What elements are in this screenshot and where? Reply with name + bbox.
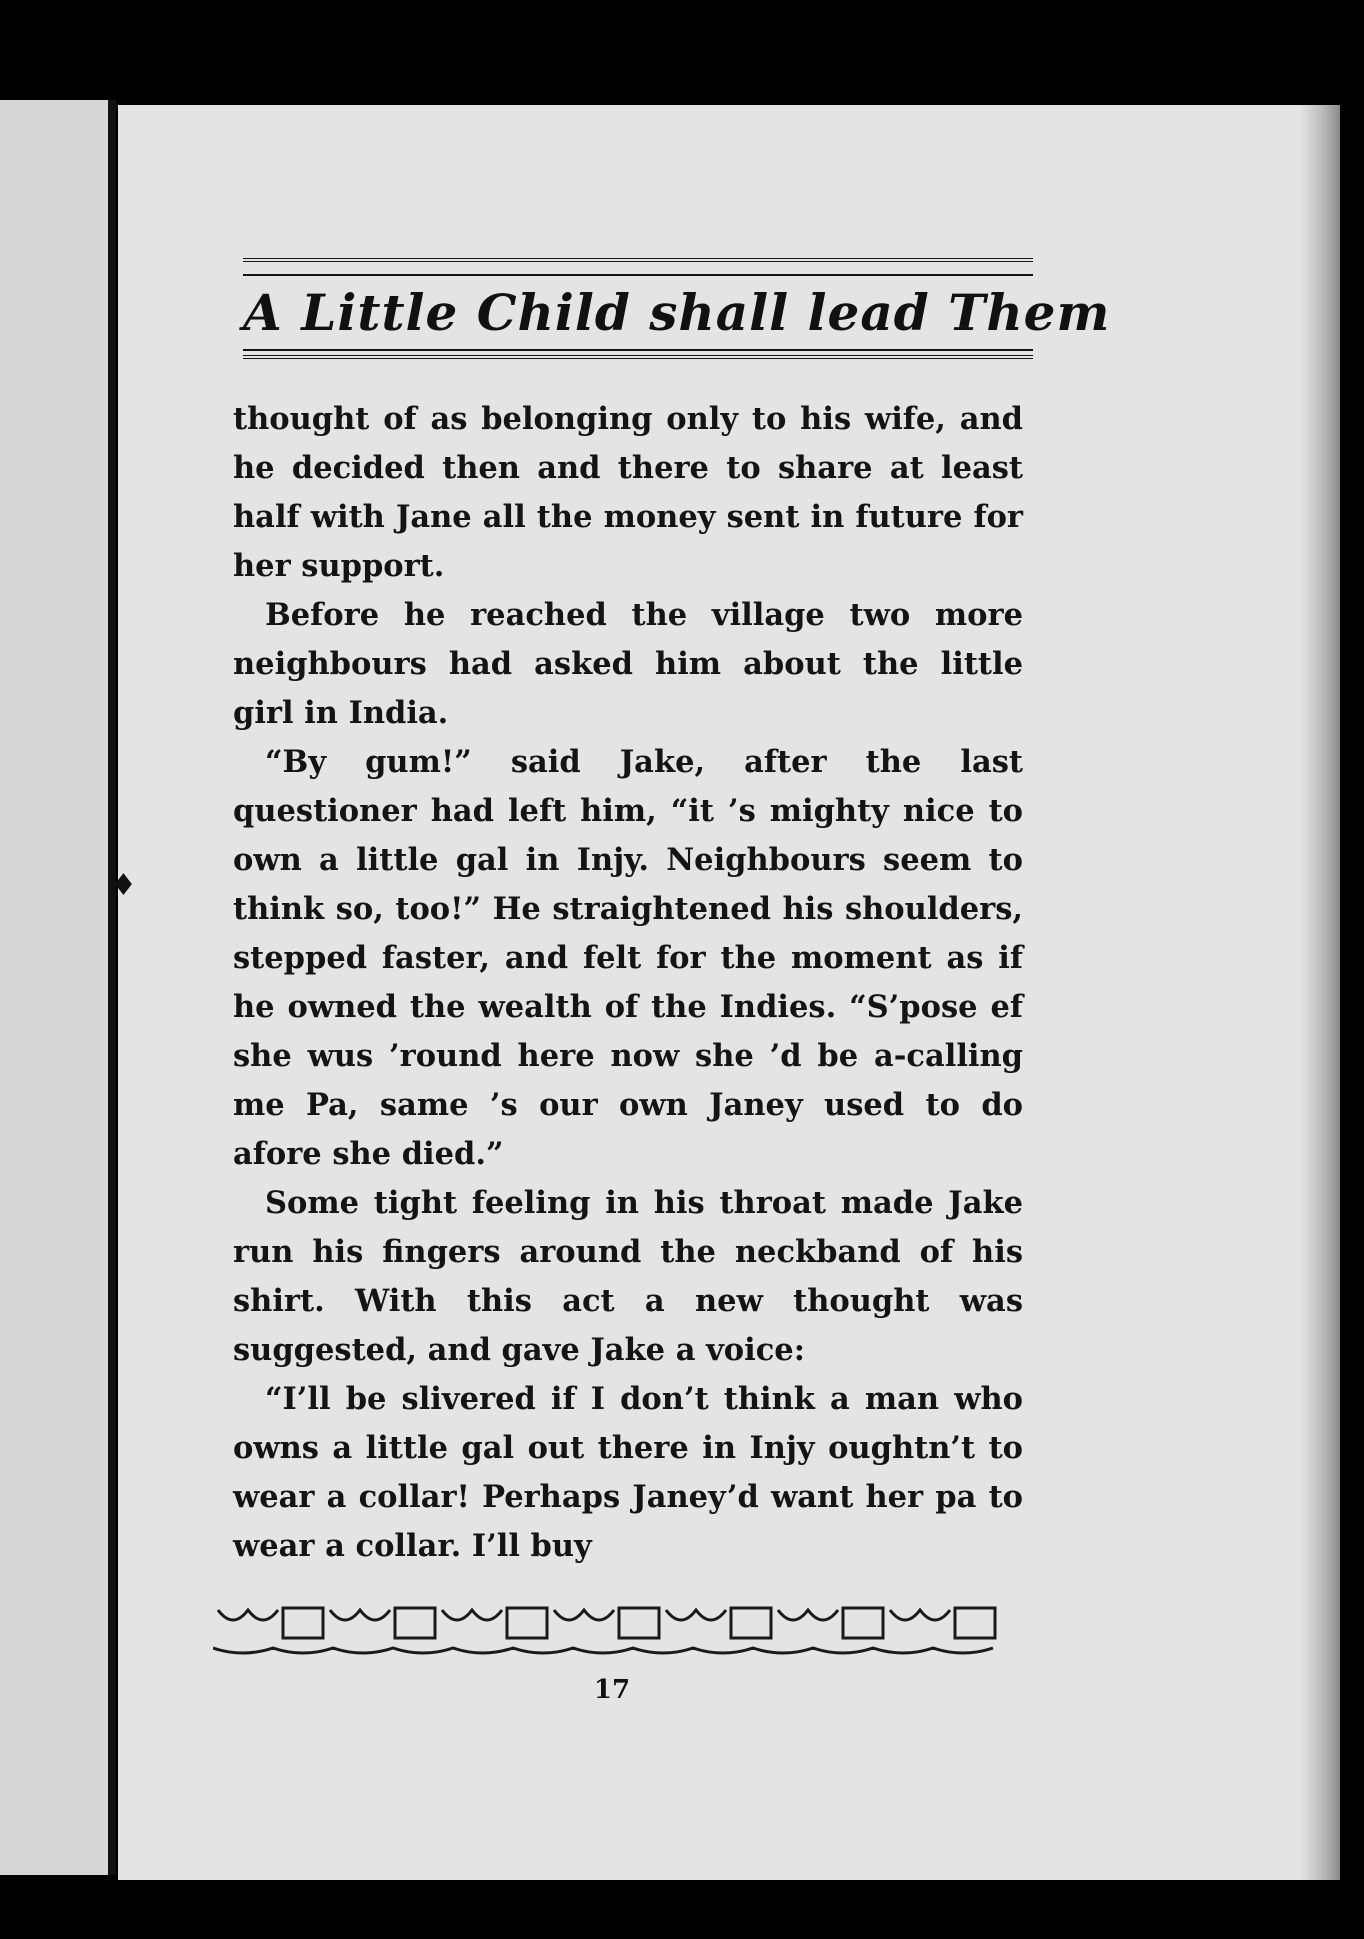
paragraph: thought of as belonging only to his wife, and he decided then and there to share at least half with Jane all the money sent in future for her support. [233,401,1023,584]
body-text [233,395,1023,1571]
paragraph: Some tight feeling in his throat made Jake run his fingers around the neckband of his shirt. With this act a new thought was suggested, and gave Jake a voice: [233,1185,1023,1368]
margin-bullet-icon: ♦ [110,868,137,903]
paragraph: Before he reached the village two more neighbours had asked him about the little girl in India. [233,597,1023,731]
page-title: A Little Child shall lead Them [243,283,1111,342]
paragraph: “I’ll be slivered if I don’t think a man who owns a little gal out there in Injy oughtn’t to wear a collar! Perhaps Janey’d want her pa to wear a collar. I’ll buy [233,1381,1023,1564]
header-rule-bottom [243,355,1033,365]
ornament-unit [218,1608,323,1638]
header-rule-top [243,258,1033,268]
header-rule-bottom-thin [243,349,1033,351]
page-number: 17 [593,1675,631,1705]
decorative-border-icon [213,1600,1003,1660]
header-rule-top-thin [243,274,1033,276]
running-header [243,258,1111,365]
page-curl-shadow [1300,105,1340,1880]
facing-page-edge [0,100,115,1875]
page-gutter [108,100,116,1875]
paragraph: “By gum!” said Jake, after the last questioner had left him, “it ’s mighty nice to own a little gal in Injy. Neighbours seem to think so, too!” He straightened his shoulders, stepped faster, and felt for the moment as if he owned the wealth of the Indies. “S’pose ef she wus ’round here now she ’d be a-calling me Pa, same ’s our own Janey used to do afore she died.” [233,744,1023,1172]
